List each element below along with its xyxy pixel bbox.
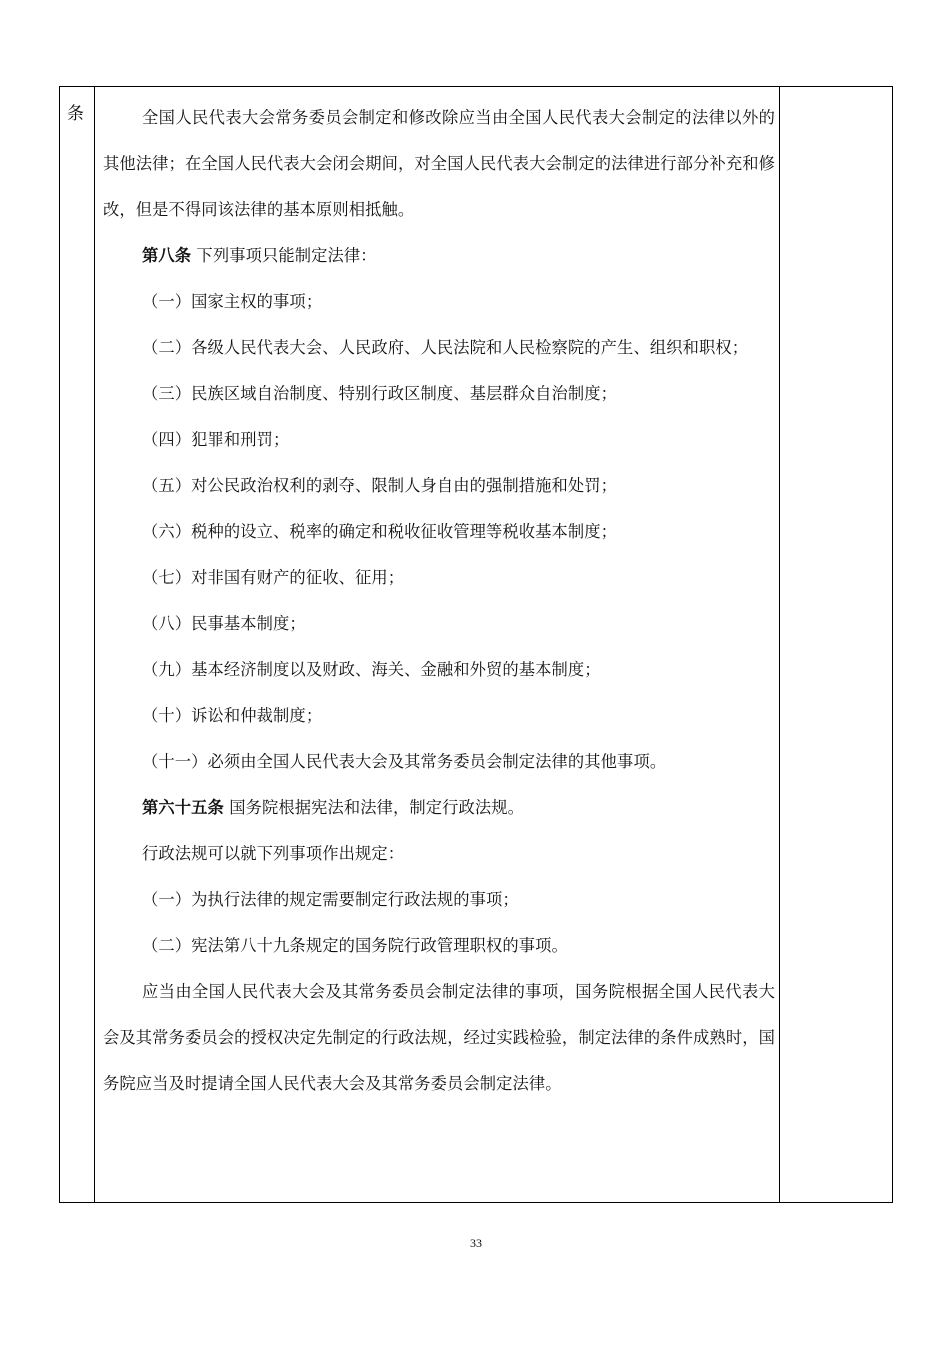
paragraph	[103, 95, 775, 233]
paragraph	[103, 785, 775, 831]
paragraph-text: （一）为执行法律的规定需要制定行政法规的事项；	[142, 890, 519, 909]
paragraph-text: （五）对公民政治权利的剥夺、限制人身自由的强制措施和处罚；	[142, 476, 618, 495]
paragraph-text: （十）诉讼和仲裁制度；	[142, 706, 323, 725]
paragraph	[103, 325, 775, 371]
paragraph	[103, 509, 775, 555]
paragraph	[103, 279, 775, 325]
paragraph	[103, 969, 775, 1107]
paragraph-text: （一）国家主权的事项；	[142, 292, 323, 311]
paragraph-text: （二）宪法第八十九条规定的国务院行政管理职权的事项。	[142, 936, 568, 955]
paragraph	[103, 739, 775, 785]
paragraph	[103, 693, 775, 739]
paragraph	[103, 601, 775, 647]
paragraph	[103, 647, 775, 693]
paragraph-text: （六）税种的设立、税率的确定和税收征收管理等税收基本制度；	[142, 522, 618, 541]
page-number: 33	[470, 1236, 482, 1250]
paragraph-text: （二）各级人民代表大会、人民政府、人民法院和人民检察院的产生、组织和职权；	[142, 338, 749, 357]
right-column	[779, 87, 892, 1202]
paragraph	[103, 923, 775, 969]
paragraph	[103, 831, 775, 877]
paragraph	[103, 233, 775, 279]
main-text-column	[103, 95, 775, 1107]
paragraph-text: （三）民族区域自治制度、特别行政区制度、基层群众自治制度；	[142, 384, 618, 403]
document-table	[59, 86, 893, 1203]
article-number: 第八条	[142, 246, 192, 265]
article-number: 第六十五条	[142, 798, 224, 817]
paragraph	[103, 463, 775, 509]
left-column	[60, 87, 95, 1202]
paragraph-text: 应当由全国人民代表大会及其常务委员会制定法律的事项，国务院根据全国人民代表大会及其常务委员会的授权决定先制定的行政法规，经过实践检验，制定法律的条件成熟时，国务院应当及时提请全国人民代表大会及其常务委员会制定法律。	[103, 982, 775, 1093]
paragraph-text: 国务院根据宪法和法律，制定行政法规。	[223, 798, 525, 817]
paragraph-text: 下列事项只能制定法律：	[191, 246, 377, 265]
paragraph	[103, 877, 775, 923]
paragraph-text: 全国人民代表大会常务委员会制定和修改除应当由全国人民代表大会制定的法律以外的其他法律；在全国人民代表大会闭会期间，对全国人民代表大会制定的法律进行部分补充和修改，但是不得同该法律的基本原则相抵触。	[103, 108, 775, 219]
paragraph-text: （九）基本经济制度以及财政、海关、金融和外贸的基本制度；	[142, 660, 601, 679]
paragraph-text: （十一）必须由全国人民代表大会及其常务委员会制定法律的其他事项。	[142, 752, 667, 771]
paragraph-text: （四）犯罪和刑罚；	[142, 430, 290, 449]
left-cell-label: 条	[67, 104, 84, 124]
paragraph-text: （八）民事基本制度；	[142, 614, 306, 633]
paragraph	[103, 555, 775, 601]
paragraph	[103, 371, 775, 417]
paragraph	[103, 417, 775, 463]
paragraph-text: 行政法规可以就下列事项作出规定：	[142, 844, 405, 863]
paragraph-text: （七）对非国有财产的征收、征用；	[142, 568, 405, 587]
